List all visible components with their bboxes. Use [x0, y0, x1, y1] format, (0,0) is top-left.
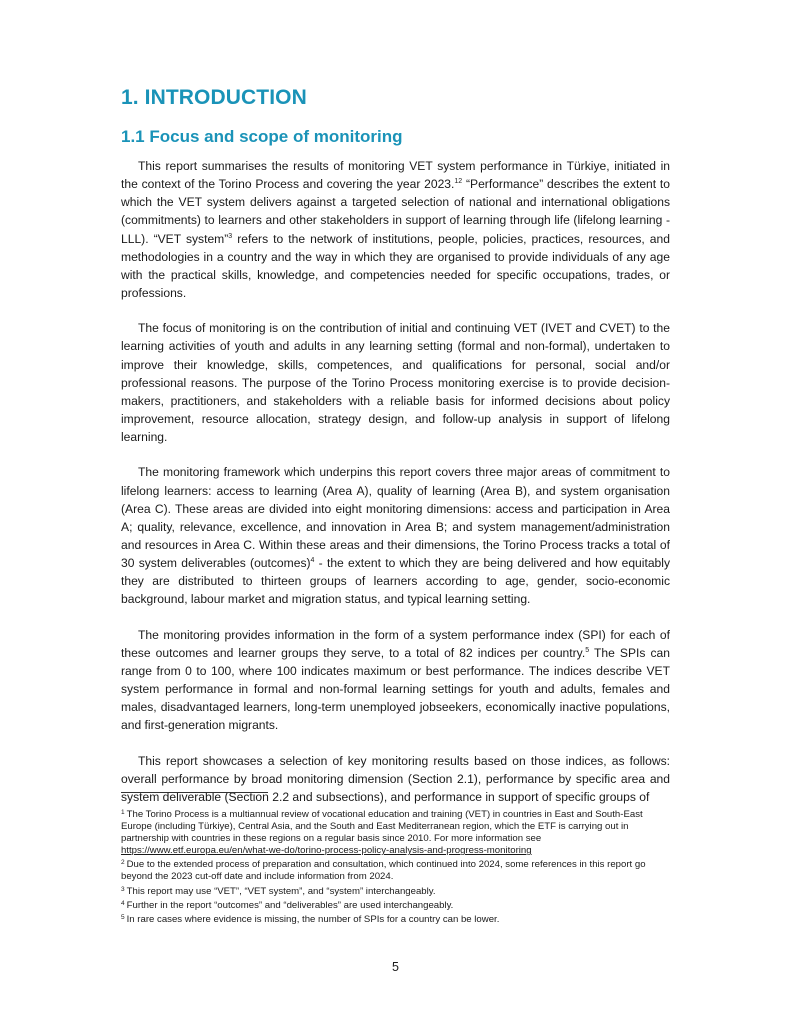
paragraph-4-text-b: The SPIs can range from 0 to 100, where 100 indicates maximum or best performance. The indices describe VET system performance in formal and non-formal learning settings for youth and adults, females and males, disadvantaged learners, long-term unemployed jobseekers, economically inactive populations, and first-generation migrants. — [121, 645, 670, 733]
footnote-ref-1-2[interactable]: 12 — [454, 178, 463, 186]
section-heading: 1.1 Focus and scope of monitoring — [121, 127, 403, 146]
paragraph-1-text-c: refers to the network of institutions, people, policies, practices, resources, and methodologies in a country and the way in which they are organised to provide individuals of any age with the practical skills, knowledge, and competencies needed for specific occupations, trades, or professions. — [121, 231, 670, 301]
paragraph-3-text-b: - the extent to which they are being delivered and how equitably they are distributed to thirteen groups of learners according to age, gender, socio-economic background, labour market and migration status, and typical learning setting. — [121, 556, 671, 607]
chapter-heading: 1. INTRODUCTION — [121, 86, 307, 109]
footnote-5 — [121, 914, 670, 926]
paragraph-2: The focus of monitoring is on the contribution of initial and continuing VET (IVET and CVET) to the learning activities of youth and adults in any learning setting (formal and non-formal), undertaken to improve their knowledge, skills, competences, and qualifications for personal, social and/or professional reasons. The purpose of the Torino Process monitoring exercise is to provide decision-makers, practitioners, and stakeholders with a reliable basis for informed decisions about policy improvement, resource allocation, strategy design, and follow-up analysis in support of lifelong learning. — [121, 321, 670, 445]
footnote-number: 3 — [121, 885, 125, 893]
paragraph-1 — [121, 157, 670, 302]
footnote-text: This report may use “VET”, “VET system”, and “system” interchangeably. — [126, 885, 436, 897]
footnote-number: 4 — [121, 899, 125, 907]
footnote-text: In rare cases where evidence is missing, the number of SPIs for a country can be lower. — [126, 913, 500, 925]
paragraph-4 — [121, 626, 670, 735]
footnote-text: Further in the report “outcomes” and “deliverables” are used interchangeably. — [126, 899, 454, 911]
page-number: 5 — [392, 960, 399, 974]
footnote-text: Due to the extended process of preparation and consultation, which continued into 2024, some references in this report go beyond the 2023 cut-off date and include information from 2024. — [121, 859, 646, 883]
footnote-1 — [121, 809, 670, 857]
footnote-ref-4[interactable]: 4 — [310, 557, 315, 565]
footnote-number: 2 — [121, 859, 125, 867]
footnote-separator — [121, 792, 268, 793]
footnotes — [121, 809, 670, 928]
footnote-4 — [121, 900, 670, 912]
footnote-ref-5[interactable]: 5 — [585, 646, 590, 654]
paragraph-5: This report showcases a selection of key monitoring results based on those indices, as follows: overall performance by broad monitoring dimension (Section 2.1), performance by specific area and system deliverable (Section 2.2 and subsections), and performance in support of specific groups of — [121, 753, 670, 804]
footnote-number: 1 — [121, 809, 125, 816]
footnote-link[interactable]: https://www.etf.europa.eu/en/what-we-do/torino-process-policy-analysis-and-progress-monitoring — [121, 845, 532, 857]
footnote-ref-3[interactable]: 3 — [228, 232, 233, 240]
paragraph-1-text-a: This report summarises the results of monitoring VET system performance in Türkiye, initiated in the context of the Torino Process and covering the year 2023. — [121, 159, 670, 192]
footnote-number: 5 — [121, 913, 125, 921]
paragraph-4-text-a: The monitoring provides information in the form of a system performance index (SPI) for each of these outcomes and learner groups they serve, to a total of 82 indices per country. — [121, 627, 670, 660]
footnote-text: The Torino Process is a multiannual review of vocational education and training (VET) in countries in East and South-East Europe (including Türkiye), Central Asia, and the South and East Mediterranean region, which the ETF is carrying out in partnership with countries in these regions on a regular basis since 2010. For more information see — [121, 809, 643, 845]
paragraph-1-text-b: “Performance” describes the extent to which the VET system delivers against a targeted selection of national and international obligations (commitments) to learners and other stakeholders in support of learning through life (lifelong learning - LLL). “VET system” — [121, 177, 670, 246]
footnote-2 — [121, 859, 670, 883]
footnote-3 — [121, 886, 670, 898]
paragraph-3-text-a: The monitoring framework which underpins this report covers three major areas of commitment to lifelong learners: access to learning (Area A), quality of learning (Area B), and system organisation (Area C). These areas are divided into eight monitoring dimensions: access and participation in Area A; quality, relevance, excellence, and innovation in Area B; and system management/administration and resources in Area C. Within these areas and their dimensions, the Torino Process tracks a total of 30 system deliverables (outcomes) — [121, 465, 670, 571]
body-text — [121, 157, 670, 823]
paragraph-3 — [121, 463, 670, 608]
